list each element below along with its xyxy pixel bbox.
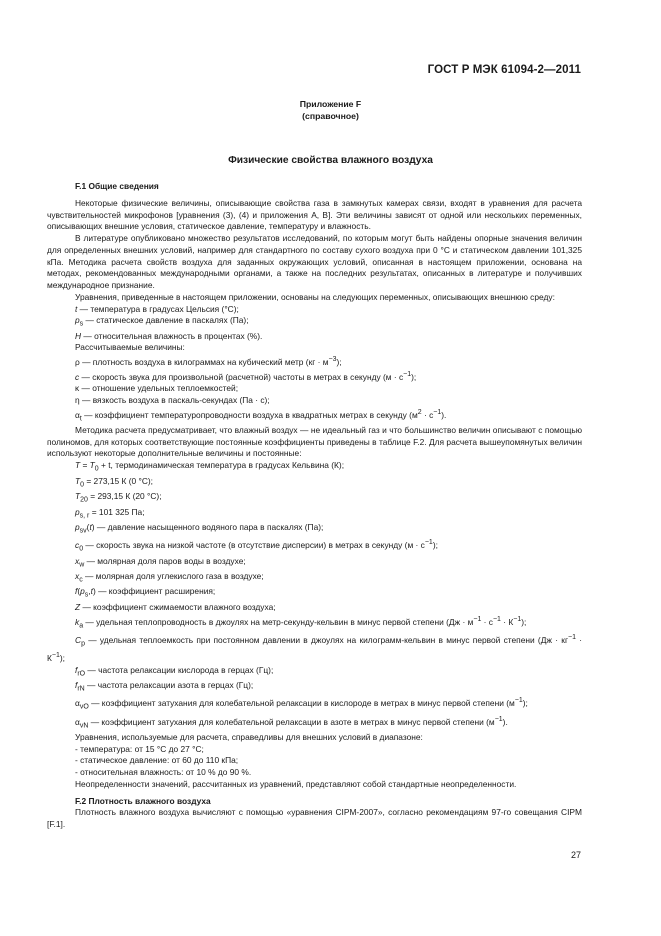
var-ps: $p_s$ — статическое давление в паскалях (Па);: [75, 315, 249, 328]
computed-kappa: κ — отношение удельных теплоемкостей;: [75, 383, 239, 394]
page-number: 27: [570, 850, 581, 860]
paragraph-computed-intro: Рассчитываемые величины:: [75, 342, 185, 353]
appendix-note: (справочное): [302, 111, 359, 121]
var-t: t — температура в градусах Цельсия (°С);: [75, 303, 239, 314]
const-psv: $p_{sv}(t)$ — давление насыщенного водяного пара в паскалях (Па);: [75, 521, 324, 535]
const-c0: $c_0$ — скорость звука на низкой частоте (в отсутствие дисперсии) в метрах в секунду $(м \cdot с^{-1})$;: [75, 539, 438, 553]
section-heading-f1: F.1 Общие сведения: [75, 181, 159, 191]
computed-eta: η — вязкость воздуха в паскаль-секундах (Па · с);: [75, 395, 270, 406]
computed-rho: ρ — плотность воздуха в килограммах на кубический метр $(кг \cdot м^{-3})$;: [75, 356, 342, 367]
const-xc: $x_c$ — молярная доля углекислого газа в воздухе;: [75, 570, 264, 584]
paragraph-variables-intro: Уравнения, приведенные в настоящем приложении, основаны на следующих переменных, описывающих внешнюю среду:: [75, 291, 555, 302]
paragraph-method: Методика расчета предусматривает, что влажный воздух — не идеальный газ и что большинство величин описывают с помощью полиномов, для которых соответствующие постоянные коэффициенты приведены в таблице F.2. Для расчета вышеупомянутых величин используют некоторые дополнительные величины и постоянные:: [47, 424, 582, 459]
const-ka: $k_a$ — удельная теплопроводность в джоулях на метр-секунду-кельвин в минус первой степени $(Дж \cdot м^{-1} \cdot с^{-1} \cdot К^{-1})$;: [75, 615, 527, 630]
range-temperature: - температура: от 15 °С до 27 °С;: [75, 743, 204, 754]
const-fro: $f_{rO}$ — частота релаксации кислорода в герцах (Гц);: [75, 664, 274, 678]
const-z: Z — коэффициент сжимаемости влажного воздуха;: [75, 601, 276, 612]
range-pressure: - статическое давление: от 60 до 110 кПа;: [75, 755, 239, 766]
document-title: Физические свойства влажного воздуха: [228, 155, 433, 166]
var-h: H — относительная влажность в процентах (%).: [75, 330, 263, 341]
const-xw: $x_w$ — молярная доля паров воды в воздухе;: [75, 555, 246, 569]
appendix-label: Приложение F: [299, 99, 362, 109]
range-humidity: - относительная влажность: от 10 % до 90 %.: [75, 767, 252, 778]
const-f: $f(p_s,t)$ — коэффициент расширения;: [75, 586, 216, 600]
paragraph-density: Плотность влажного воздуха вычисляют с помощью «уравнения CIPM-2007», согласно рекомендациям 97-го совещания CIPM [F.1].: [47, 807, 582, 830]
standard-header: ГОСТ Р МЭК 61094-2—2011: [427, 64, 581, 76]
const-t0: $T_0 = 273,15$ К (0 °С);: [75, 475, 153, 489]
paragraph-uncertainty: Неопределенности значений, рассчитанных из уравнений, представляют собой стандартные неопределенности.: [75, 778, 517, 789]
document-body: [47, 181, 582, 831]
const-t20: $T_{20} = 293,15$ К (20 °С);: [75, 491, 162, 504]
const-avo: $\alpha_{vO}$ — коэффициент затухания для колебательной релаксации в кислороде в метрах в минус первой степени $(м^{-1})$;: [75, 697, 528, 711]
const-avn: $\alpha_{vN}$ — коэффициент затухания для колебательной релаксации в азоте в метрах в минус первой степени $(м^{-1})$.: [75, 715, 508, 730]
const-cp: $C_p$ — удельная теплоемкость при постоянном давлении в джоулях на килограмм-кельвин в минус первой степени $(Дж \cdot кг^{-1} \cdot К^{-1})$;: [47, 633, 583, 663]
const-t: $T = T_0 + t$, термодинамическая температура в градусах Кельвина (К);: [75, 460, 345, 473]
paragraph-intro: Некоторые физические величины, описывающие свойства газа в замкнутых камерах связи, входят в уравнения для расчета чувствительностей микрофонов [уравнения (3), (4) и приложения А, В]. Эти величины зависят от одной или нескольких переменных, описывающих внешние условия, статическое давление, температуру и влажность.: [47, 197, 582, 232]
const-psr: $p_{s, r} = 101$ 325 Па;: [75, 506, 145, 520]
computed-c: c — скорость звука для произвольной (расчетной) частоты в метрах в секунду $(м \cdot с^{-1})$;: [75, 370, 417, 382]
paragraph-literature: В литературе опубликовано множество результатов исследований, по которым могут быть найдены опорные значения величин для определенных внешних условий, например для стандартного по составу сухого воздуха при 0 °С и статическом давлении 101,325 кПа. Методика расчета свойств воздуха для заданных окружающих условий, описанная в настоящем приложении, основана на методах, рекомендованных международными органами, а также на последних результатах, описанных в литературе и получивших международное признание.: [47, 233, 582, 290]
const-frn: $f_{rN}$ — частота релаксации азота в герцах (Гц);: [75, 679, 254, 693]
computed-alpha-t: $\alpha_t$ — коэффициент температуропроводности воздуха в квадратных метрах в секунду $(м^2 \cdot с^{-1})$.: [75, 408, 447, 423]
paragraph-range-intro: Уравнения, используемые для расчета, справедливы для внешних условий в диапазоне:: [75, 731, 423, 742]
section-heading-f2: F.2 Плотность влажного воздуха: [75, 795, 211, 806]
